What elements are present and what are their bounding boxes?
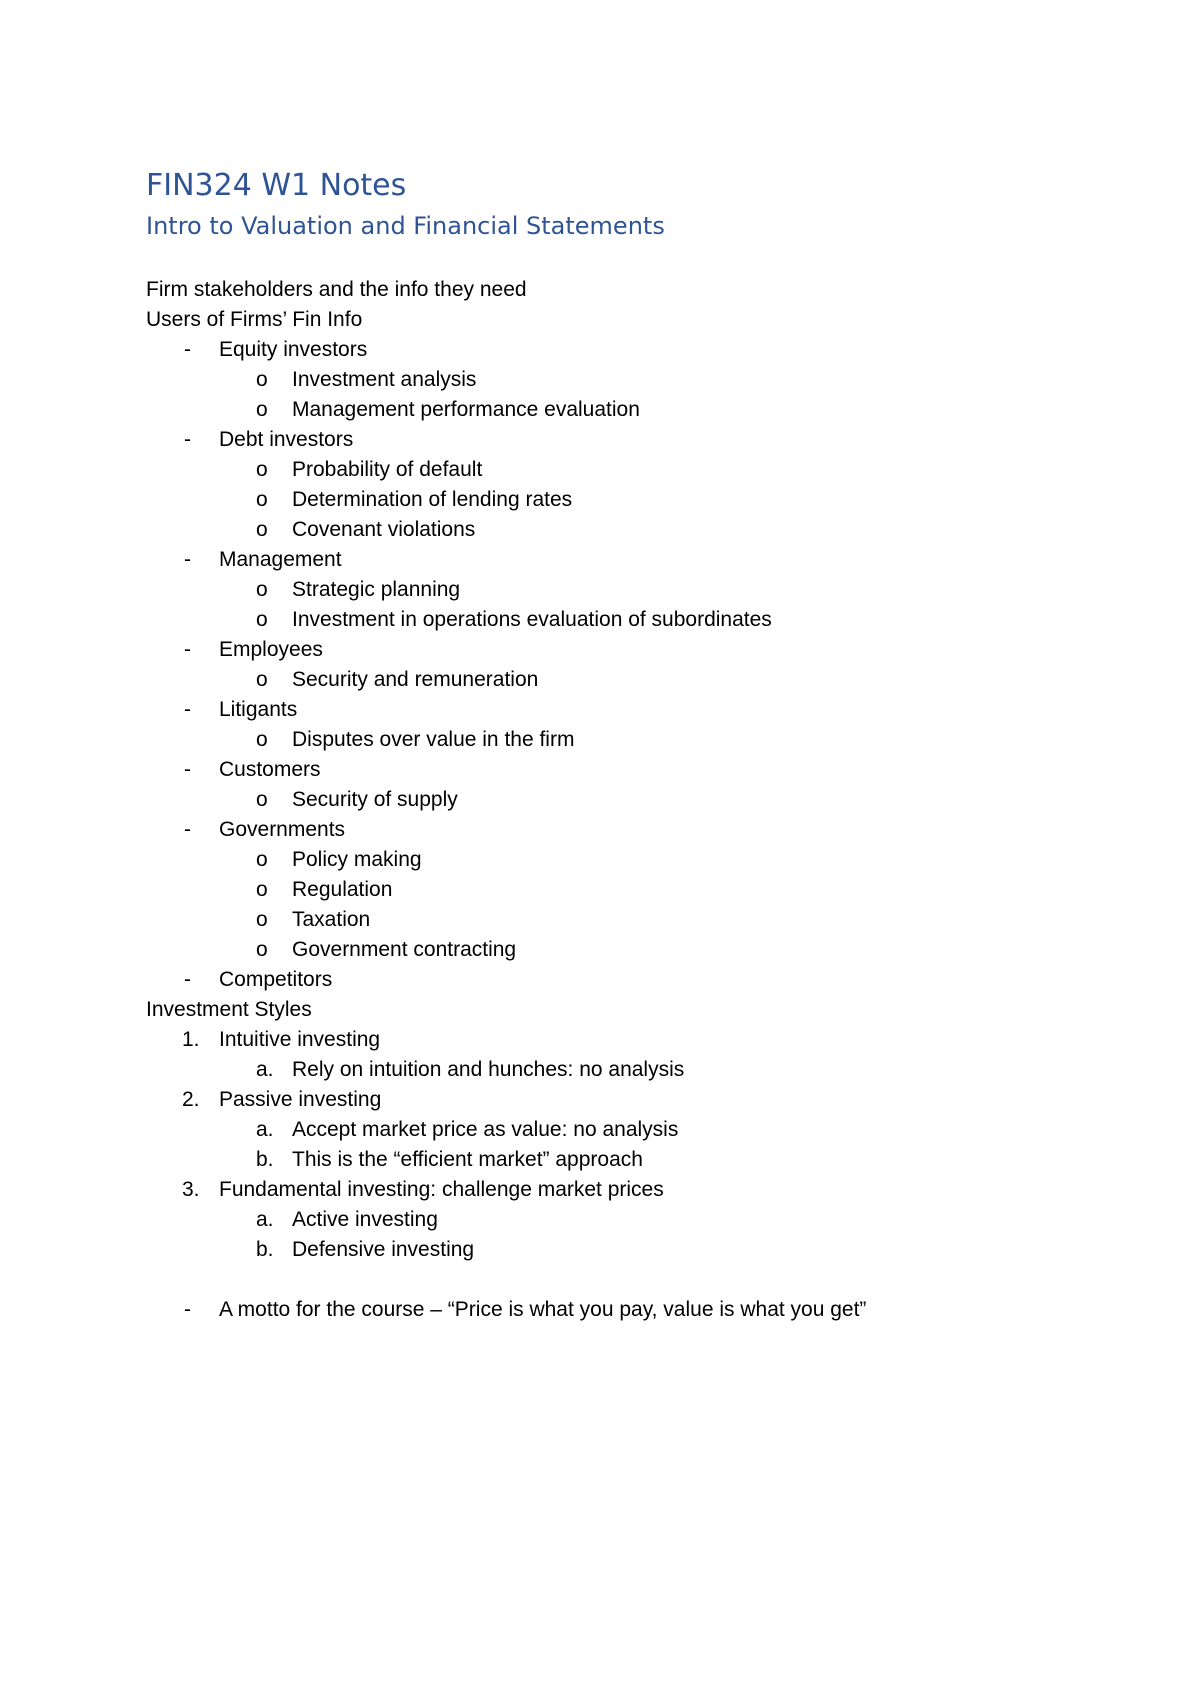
- circle-bullet: o: [256, 578, 268, 601]
- numbered-item: [146, 1175, 1126, 1205]
- dash-bullet: -: [184, 968, 191, 991]
- numbered-item-text: Fundamental investing: challenge market prices: [219, 1178, 664, 1201]
- sub-list-item: [146, 605, 1126, 635]
- circle-bullet: o: [256, 458, 268, 481]
- sub-list-item-text: Covenant violations: [292, 518, 476, 541]
- list-item-text: Equity investors: [219, 338, 368, 361]
- sub-list-item: [146, 905, 1126, 935]
- list-item: [146, 815, 1126, 845]
- sub-list-item-text: Management performance evaluation: [292, 398, 640, 421]
- sub-list-item: [146, 515, 1126, 545]
- letter-marker: b.: [256, 1238, 274, 1261]
- text-line: [146, 305, 1126, 335]
- paragraph-text: Firm stakeholders and the info they need: [146, 278, 527, 301]
- list-item-text: Competitors: [219, 968, 333, 991]
- list-item: [146, 755, 1126, 785]
- list-item-text: Governments: [219, 818, 346, 841]
- document-body: [146, 275, 1126, 1325]
- sub-list-item: [146, 875, 1126, 905]
- number-marker: 2.: [182, 1088, 200, 1111]
- list-item-text: Customers: [219, 758, 321, 781]
- list-item-text: Employees: [219, 638, 323, 661]
- lettered-item: [146, 1205, 1126, 1235]
- lettered-item-text: Defensive investing: [292, 1238, 475, 1261]
- lettered-item-text: This is the “efficient market” approach: [292, 1148, 643, 1171]
- sub-list-item-text: Policy making: [292, 848, 422, 871]
- circle-bullet: o: [256, 788, 268, 811]
- sub-list-item: [146, 935, 1126, 965]
- blank-line: [146, 1265, 1126, 1295]
- circle-bullet: o: [256, 938, 268, 961]
- list-item-text: Debt investors: [219, 428, 354, 451]
- sub-list-item: [146, 575, 1126, 605]
- circle-bullet: o: [256, 878, 268, 901]
- sub-list-item-text: Investment in operations evaluation of subordinates: [292, 608, 772, 631]
- sub-list-item-text: Government contracting: [292, 938, 517, 961]
- sub-list-item-text: Strategic planning: [292, 578, 461, 601]
- sub-list-item: [146, 725, 1126, 755]
- sub-list-item-text: Investment analysis: [292, 368, 477, 391]
- dash-bullet: -: [184, 698, 191, 721]
- sub-list-item-text: Determination of lending rates: [292, 488, 573, 511]
- sub-list-item-text: Security of supply: [292, 788, 458, 811]
- circle-bullet: o: [256, 728, 268, 751]
- numbered-item-text: Passive investing: [219, 1088, 382, 1111]
- lettered-item: [146, 1145, 1126, 1175]
- sub-list-item: [146, 365, 1126, 395]
- lettered-item: [146, 1235, 1126, 1265]
- circle-bullet: o: [256, 608, 268, 631]
- section-heading: Investment Styles: [146, 998, 312, 1021]
- circle-bullet: o: [256, 398, 268, 421]
- letter-marker: a.: [256, 1208, 274, 1231]
- number-marker: 1.: [182, 1028, 200, 1051]
- circle-bullet: o: [256, 848, 268, 871]
- list-item: [146, 965, 1126, 995]
- dash-bullet: -: [184, 818, 191, 841]
- sub-list-item: [146, 395, 1126, 425]
- list-item: [146, 1295, 1126, 1325]
- lettered-item: [146, 1115, 1126, 1145]
- sub-list-item-text: Security and remuneration: [292, 668, 539, 691]
- numbered-item: [146, 1085, 1126, 1115]
- sub-list-item-text: Taxation: [292, 908, 371, 931]
- lettered-item: [146, 1055, 1126, 1085]
- list-item: [146, 425, 1126, 455]
- sub-list-item: [146, 665, 1126, 695]
- sub-list-item: [146, 455, 1126, 485]
- dash-bullet: -: [184, 1298, 191, 1321]
- dash-bullet: -: [184, 548, 191, 571]
- list-item: [146, 545, 1126, 575]
- sub-list-item-text: Disputes over value in the firm: [292, 728, 575, 751]
- circle-bullet: o: [256, 908, 268, 931]
- sub-list-item: [146, 485, 1126, 515]
- letter-marker: a.: [256, 1118, 274, 1141]
- circle-bullet: o: [256, 518, 268, 541]
- lettered-item-text: Active investing: [292, 1208, 438, 1231]
- sub-list-item-text: Probability of default: [292, 458, 483, 481]
- dash-bullet: -: [184, 338, 191, 361]
- letter-marker: a.: [256, 1058, 274, 1081]
- circle-bullet: o: [256, 488, 268, 511]
- dash-bullet: -: [184, 758, 191, 781]
- text-line: [146, 275, 1126, 305]
- numbered-item: [146, 1025, 1126, 1055]
- list-item-text: Litigants: [219, 698, 298, 721]
- text-line: [146, 995, 1126, 1025]
- list-item-text: Management: [219, 548, 342, 571]
- document-title: FIN324 W1 Notes: [146, 168, 407, 203]
- list-item: [146, 335, 1126, 365]
- circle-bullet: o: [256, 668, 268, 691]
- paragraph-text: Users of Firms’ Fin Info: [146, 308, 363, 331]
- number-marker: 3.: [182, 1178, 200, 1201]
- list-item: [146, 635, 1126, 665]
- lettered-item-text: Accept market price as value: no analysis: [292, 1118, 679, 1141]
- numbered-item-text: Intuitive investing: [219, 1028, 381, 1051]
- dash-bullet: -: [184, 428, 191, 451]
- sub-list-item-text: Regulation: [292, 878, 393, 901]
- lettered-item-text: Rely on intuition and hunches: no analysis: [292, 1058, 685, 1081]
- sub-list-item: [146, 845, 1126, 875]
- letter-marker: b.: [256, 1148, 274, 1171]
- sub-list-item: [146, 785, 1126, 815]
- list-item: [146, 695, 1126, 725]
- dash-bullet: -: [184, 638, 191, 661]
- motto-text: A motto for the course – “Price is what you pay, value is what you get”: [219, 1298, 867, 1321]
- circle-bullet: o: [256, 368, 268, 391]
- document-subtitle: Intro to Valuation and Financial Statements: [146, 212, 665, 240]
